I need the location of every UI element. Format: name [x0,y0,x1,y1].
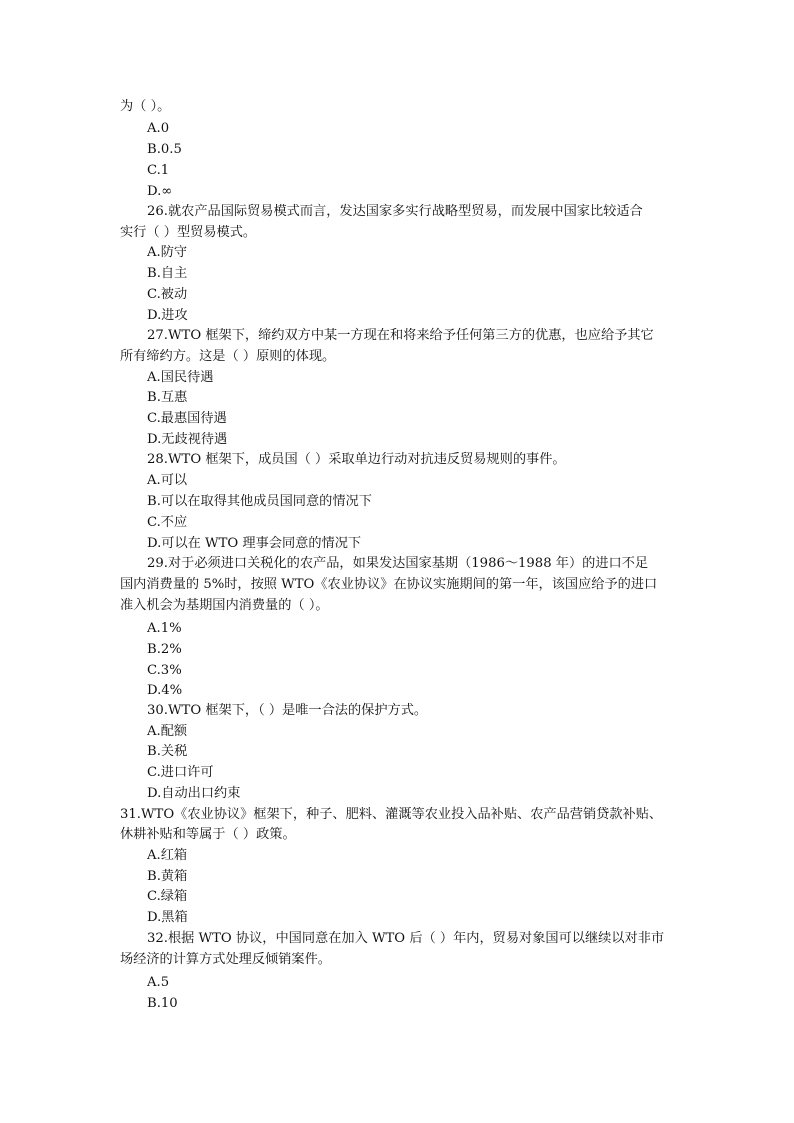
option-line: C.最惠国待遇 [147,411,227,426]
text-line: 所有缔约方。这是（ ）原则的体现。 [120,349,336,364]
option-line: C.不应 [147,515,188,530]
question-line: 32.根据 WTO 协议，中国同意在加入 WTO 后（ ）年内，贸易对象国可以继续以对非市 [147,931,665,946]
text-line: 实行（ ）型贸易模式。 [120,225,257,240]
option-line: B.自主 [147,266,188,281]
option-line: B.可以在取得其他成员国同意的情况下 [147,494,372,509]
option-line: D.无歧视待遇 [147,432,228,447]
option-line: D.黑箱 [147,910,188,925]
option-line: A.国民待遇 [147,370,214,385]
text-line: 休耕补贴和等属于（ ）政策。 [120,827,296,842]
option-line: D.可以在 WTO 理事会同意的情况下 [147,536,362,551]
text-line: 场经济的计算方式处理反倾销案件。 [120,952,331,967]
option-line: D.∞ [147,184,173,199]
question-line: 30.WTO 框架下，（ ）是唯一合法的保护方式。 [147,703,428,718]
option-line: A.可以 [147,473,188,488]
question-line: 28.WTO 框架下，成员国（ ）采取单边行动对抗违反贸易规则的事件。 [147,452,566,467]
option-line: A.防守 [147,245,188,260]
option-line: B.2% [147,642,182,657]
option-line: A.0 [147,121,170,136]
question-line: 31.WTO《农业协议》框架下，种子、肥料、灌溉等农业投入品补贴、农产品营销贷款补贴、 [120,807,663,822]
option-line: A.红箱 [147,848,188,863]
question-line: 27.WTO 框架下，缔约双方中某一方现在和将来给予任何第三方的优惠，也应给予其它 [147,328,654,343]
option-line: B.10 [147,996,178,1011]
option-line: C.进口许可 [147,765,214,780]
text-line: 为（ ）。 [120,99,171,114]
option-line: D.自动出口约束 [147,786,241,801]
option-line: D.4% [147,683,183,698]
option-line: A.配额 [147,724,188,739]
question-line: 26.就农产品国际贸易模式而言，发达国家多实行战略型贸易，而发展中国家比较适合 [147,204,643,219]
option-line: B.黄箱 [147,869,188,884]
text-line: 国内消费量的 5%时，按照 WTO《农业协议》在协议实施期间的第一年，该国应给予的进口 [120,577,658,592]
option-line: A.1% [147,621,182,636]
text-line: 准入机会为基期国内消费量的（ ）。 [120,598,329,613]
option-line: A.5 [147,975,170,990]
option-line: C.绿箱 [147,889,188,904]
option-line: C.1 [147,163,170,178]
question-line: 29.对于必须进口关税化的农产品，如果发达国家基期（1986～1988 年）的进口不足 [147,556,649,571]
option-line: D.进攻 [147,308,188,323]
option-line: B.互惠 [147,390,188,405]
option-line: C.3% [147,663,182,678]
option-line: B.关税 [147,744,188,759]
option-line: B.0.5 [147,142,182,157]
option-line: C.被动 [147,287,188,302]
